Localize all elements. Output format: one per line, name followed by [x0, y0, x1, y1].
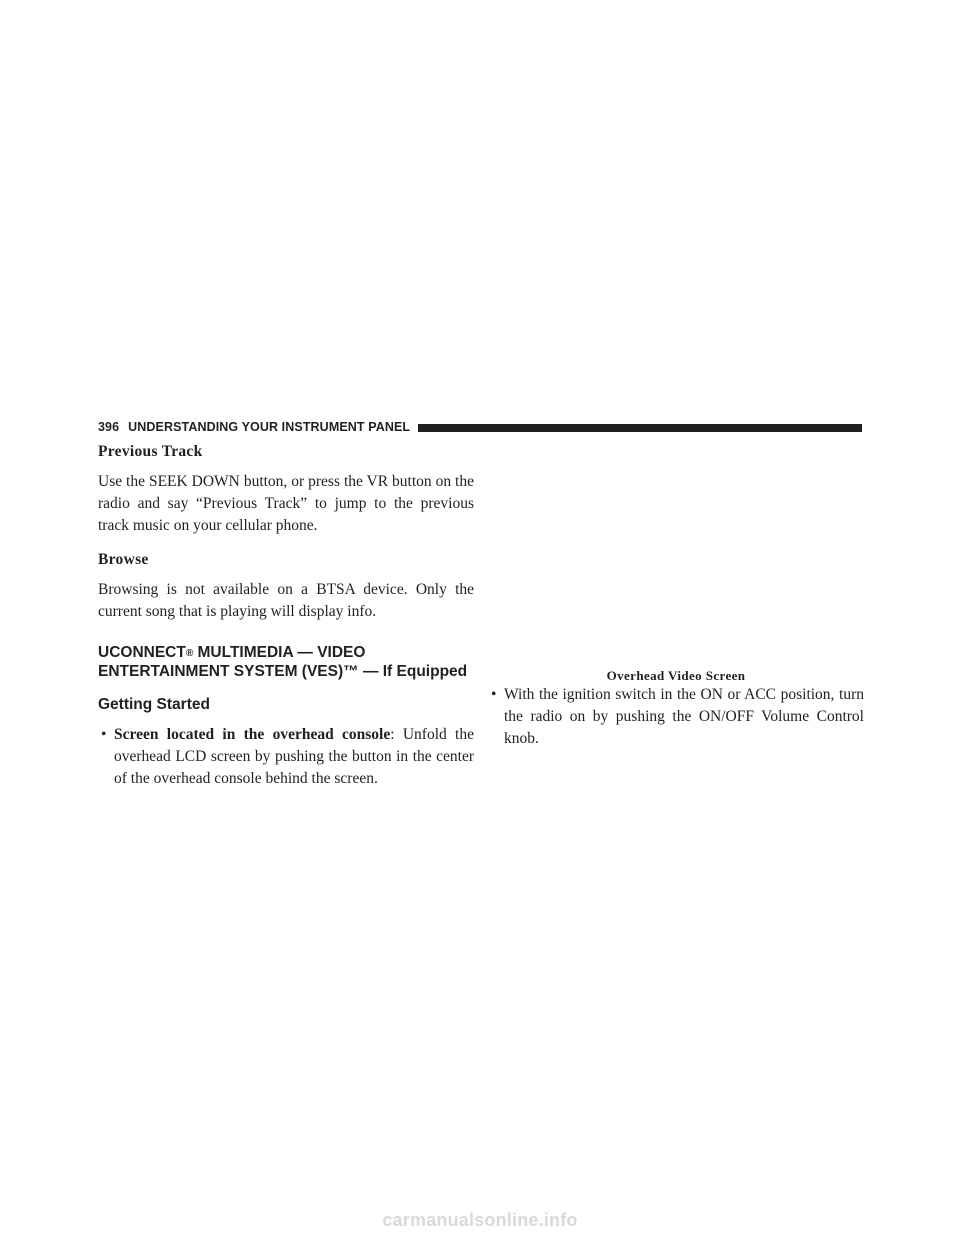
header-rule	[418, 424, 862, 432]
header-title: UNDERSTANDING YOUR INSTRUMENT PANEL	[128, 420, 411, 434]
figure-caption: Overhead Video Screen	[606, 668, 746, 683]
previous-track-heading: Previous Track	[98, 443, 203, 460]
section-heading-part2: MULTIMEDIA — VIDEO ENTERTAINMENT SYSTEM (VES)™ — If Equipped	[98, 644, 468, 680]
bullet-dot: •	[101, 726, 107, 743]
left-column	[98, 441, 474, 790]
bullet1-bold: Screen located in the overhead console	[114, 726, 391, 743]
section-heading-part1: UCONNECT	[98, 644, 186, 661]
previous-track-text: Use the SEEK DOWN button, or press the VR button on the radio and say “Previous Track” to jump to the previous track music on your cellular phone.	[98, 473, 474, 534]
page-number: 396	[98, 420, 120, 434]
bullet1-text: : Unfold the overhead LCD screen by pushing the button in the center of the overhead console behind the screen.	[114, 726, 474, 787]
bullet-ignition	[488, 684, 864, 750]
registered-mark: ®	[185, 648, 194, 659]
page-header	[98, 419, 862, 435]
section-heading	[98, 643, 474, 681]
getting-started-heading: Getting Started	[98, 696, 210, 713]
watermark: carmanualsonline.info	[382, 1210, 578, 1230]
bullet-dot: •	[491, 686, 497, 703]
bullet2-text: With the ignition switch in the ON or ACC position, turn the radio on by pushing the ON/OFF Volume Control knob.	[504, 686, 864, 747]
browse-text: Browsing is not available on a BTSA device. Only the current song that is playing will display info.	[98, 581, 474, 620]
bullet-overhead-console	[98, 724, 474, 790]
browse-heading: Browse	[98, 551, 149, 568]
overhead-video-screen-figure	[488, 462, 864, 654]
right-column	[488, 665, 864, 750]
